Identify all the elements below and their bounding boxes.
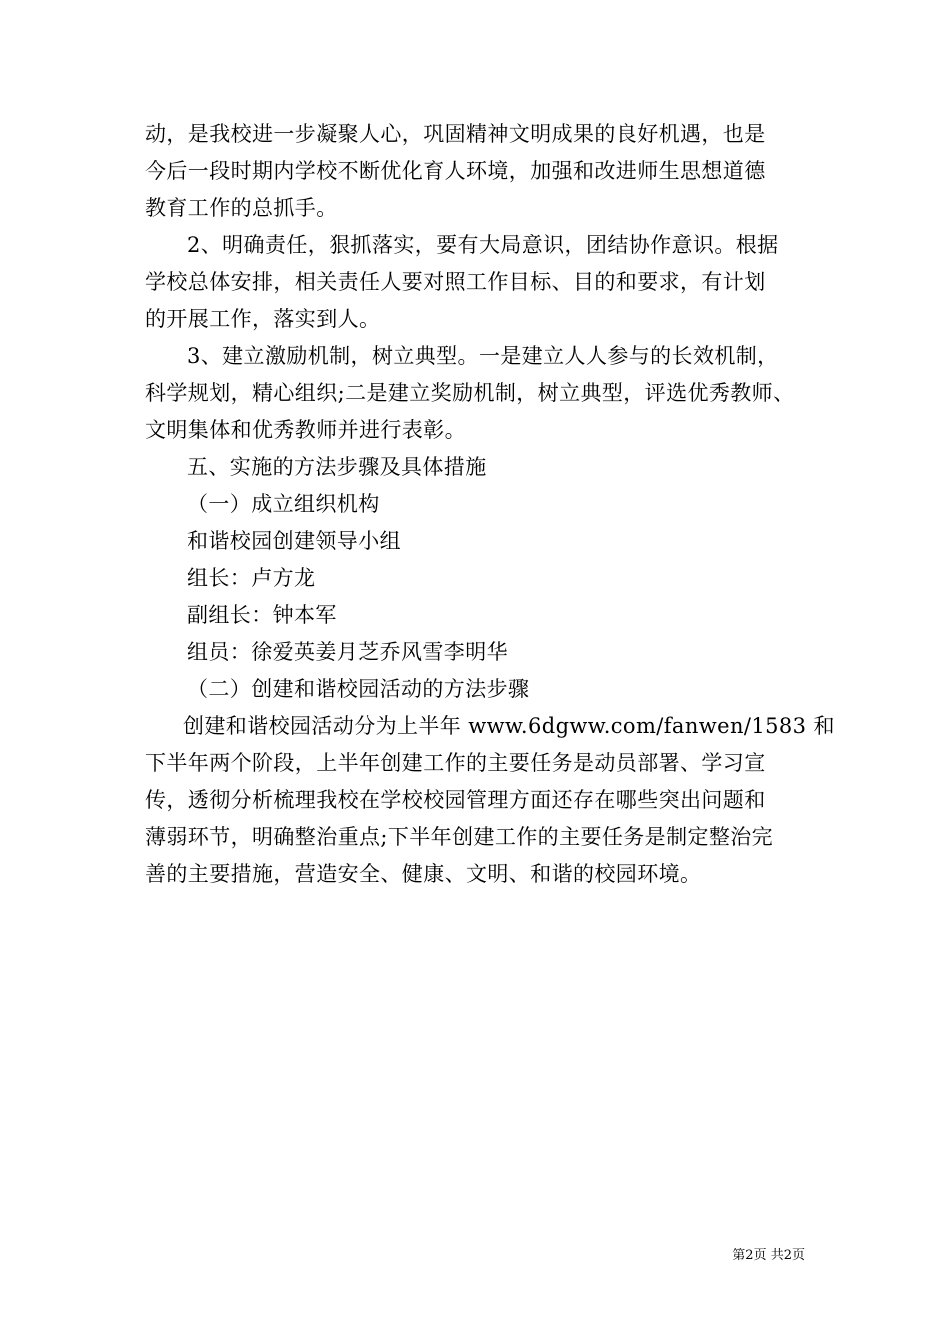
text-line: 薄弱环节，明确整治重点;下半年创建工作的主要任务是制定整治完: [145, 825, 774, 849]
text-line: 教育工作的总抓手。: [145, 196, 338, 220]
text-line: 3、建立激励机制，树立典型。一是建立人人参与的长效机制，: [187, 344, 779, 368]
text-line: 文明集体和优秀教师并进行表彰。: [145, 418, 466, 442]
footer-prefix: 第: [732, 1248, 746, 1263]
footer-suffix: 页: [791, 1248, 805, 1263]
text-line: 动，是我校进一步凝聚人心，巩固精神文明成果的良好机遇，也是: [145, 122, 766, 146]
text-line: 和谐校园创建领导小组: [187, 529, 401, 553]
text-line: 组员：徐爱英姜月芝乔风雪李明华: [187, 640, 508, 664]
text-line: 组长：卢方龙: [187, 566, 316, 590]
text-line: 创建和谐校园活动分为上半年 www.6dgww.com/fanwen/1583 和: [183, 714, 835, 738]
subsection-heading: （二）创建和谐校园活动的方法步骤: [187, 677, 530, 701]
text-line: 今后一段时期内学校不断优化育人环境，加强和改进师生思想道德: [145, 159, 766, 183]
document-body: [145, 116, 835, 893]
text-line: 2、明确责任，狠抓落实，要有大局意识，团结协作意识。根据: [187, 233, 779, 257]
subsection-heading: （一）成立组织机构: [187, 492, 380, 516]
text-line: 副组长：钟本军: [187, 603, 337, 627]
footer-middle: 页 共: [753, 1248, 784, 1263]
current-page-number: 2: [745, 1248, 754, 1263]
total-pages-number: 2: [783, 1248, 792, 1263]
section-heading: 五、实施的方法步骤及具体措施: [187, 455, 487, 479]
text-line: 下半年两个阶段，上半年创建工作的主要任务是动员部署、学习宣: [145, 751, 766, 775]
page-number-footer: [732, 1247, 805, 1265]
text-line: 学校总体安排，相关责任人要对照工作目标、目的和要求，有计划: [145, 270, 766, 294]
text-line: 的开展工作，落实到人。: [145, 307, 381, 331]
text-line: 科学规划，精心组织;二是建立奖励机制，树立典型，评选优秀教师、: [145, 381, 795, 405]
text-line: 善的主要措施，营造安全、健康、文明、和谐的校园环境。: [145, 862, 702, 886]
text-line: 传，透彻分析梳理我校在学校校园管理方面还存在哪些突出问题和: [145, 788, 766, 812]
